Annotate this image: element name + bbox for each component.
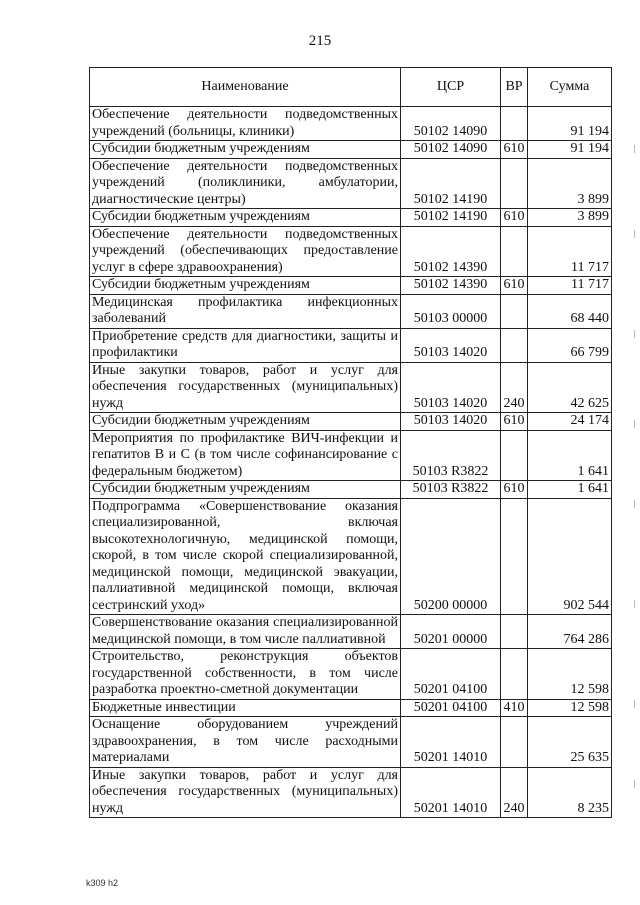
row-csr-cell: 50201 14010 xyxy=(401,767,501,818)
row-sum-cell: 3 899 xyxy=(528,158,612,209)
table-row xyxy=(90,107,612,141)
row-vr-cell xyxy=(501,294,528,328)
row-sum-cell: 1 641 xyxy=(528,430,612,481)
row-sum-cell: 25 635 xyxy=(528,717,612,768)
row-sum-cell: 1 641 xyxy=(528,481,612,499)
row-name-cell: Медицинская профилактика инфекционных заболеваний xyxy=(90,294,401,328)
header-name: Наименование xyxy=(90,68,401,107)
table-row xyxy=(90,294,612,328)
row-sum-cell: 12 598 xyxy=(528,649,612,700)
row-vr-cell xyxy=(501,498,528,615)
page-number: 215 xyxy=(308,33,332,49)
table-row xyxy=(90,430,612,481)
scan-edge-mark xyxy=(634,230,638,238)
row-vr-cell xyxy=(501,158,528,209)
row-sum-cell: 91 194 xyxy=(528,107,612,141)
table-row xyxy=(90,615,612,649)
header-vr: ВР xyxy=(501,68,528,107)
table-row xyxy=(90,498,612,615)
row-name-cell: Оснащение оборудованием учреждений здравоохранения, в том числе расходными материалами xyxy=(90,717,401,768)
budget-table xyxy=(89,67,612,818)
row-sum-cell: 764 286 xyxy=(528,615,612,649)
scan-edge-mark xyxy=(634,600,638,608)
table-row xyxy=(90,277,612,295)
row-name-cell: Строительство, реконструкция объектов государственной собственности, в том числе разработка проектно-сметной документации xyxy=(90,649,401,700)
scan-edge-mark xyxy=(634,700,638,708)
row-name-cell: Обеспечение деятельности подведомственных учреждений (обеспечивающих предоставление услуг в сфере здравоохранения) xyxy=(90,226,401,277)
row-name-cell: Обеспечение деятельности подведомственных учреждений (поликлиники, амбулатории, диагностические центры) xyxy=(90,158,401,209)
table-row xyxy=(90,141,612,159)
row-csr-cell: 50102 14190 xyxy=(401,158,501,209)
table-row xyxy=(90,226,612,277)
row-vr-cell xyxy=(501,615,528,649)
row-sum-cell: 24 174 xyxy=(528,413,612,431)
row-vr-cell: 610 xyxy=(501,413,528,431)
table-row xyxy=(90,328,612,362)
row-csr-cell: 50102 14390 xyxy=(401,277,501,295)
row-name-cell: Приобретение средств для диагностики, защиты и профилактики xyxy=(90,328,401,362)
row-name-cell: Иные закупки товаров, работ и услуг для обеспечения государственных (муниципальных) нужд xyxy=(90,362,401,413)
row-vr-cell xyxy=(501,226,528,277)
row-name-cell: Субсидии бюджетным учреждениям xyxy=(90,277,401,295)
row-sum-cell: 42 625 xyxy=(528,362,612,413)
scan-edge-mark xyxy=(634,145,638,153)
row-csr-cell: 50201 00000 xyxy=(401,615,501,649)
row-vr-cell xyxy=(501,107,528,141)
table-row xyxy=(90,649,612,700)
row-sum-cell: 902 544 xyxy=(528,498,612,615)
scan-edge-mark xyxy=(634,780,638,788)
row-sum-cell: 68 440 xyxy=(528,294,612,328)
row-csr-cell: 50200 00000 xyxy=(401,498,501,615)
scan-edge-mark xyxy=(634,420,638,428)
row-sum-cell: 66 799 xyxy=(528,328,612,362)
table-row xyxy=(90,767,612,818)
row-name-cell: Субсидии бюджетным учреждениям xyxy=(90,413,401,431)
row-vr-cell xyxy=(501,328,528,362)
row-name-cell: Иные закупки товаров, работ и услуг для обеспечения государственных (муниципальных) нужд xyxy=(90,767,401,818)
row-name-cell: Бюджетные инвестиции xyxy=(90,699,401,717)
row-csr-cell: 50102 14090 xyxy=(401,141,501,159)
row-name-cell: Совершенствование оказания специализированной медицинской помощи, в том числе паллиативной xyxy=(90,615,401,649)
row-vr-cell xyxy=(501,717,528,768)
row-name-cell: Субсидии бюджетным учреждениям xyxy=(90,481,401,499)
row-name-cell: Субсидии бюджетным учреждениям xyxy=(90,209,401,227)
row-vr-cell: 610 xyxy=(501,481,528,499)
row-name-cell: Мероприятия по профилактике ВИЧ-инфекции и гепатитов В и С (в том числе софинансирование с федеральным бюджетом) xyxy=(90,430,401,481)
table-row xyxy=(90,209,612,227)
row-csr-cell: 50103 14020 xyxy=(401,362,501,413)
row-vr-cell: 410 xyxy=(501,699,528,717)
table-row xyxy=(90,699,612,717)
header-sum: Сумма xyxy=(528,68,612,107)
table-row xyxy=(90,413,612,431)
row-sum-cell: 8 235 xyxy=(528,767,612,818)
scan-edge-mark xyxy=(634,330,638,338)
row-vr-cell: 240 xyxy=(501,767,528,818)
row-csr-cell: 50201 04100 xyxy=(401,699,501,717)
row-name-cell: Обеспечение деятельности подведомственных учреждений (больницы, клиники) xyxy=(90,107,401,141)
row-name-cell: Субсидии бюджетным учреждениям xyxy=(90,141,401,159)
table-row xyxy=(90,158,612,209)
row-csr-cell: 50201 04100 xyxy=(401,649,501,700)
row-csr-cell: 50103 14020 xyxy=(401,413,501,431)
table-header-row xyxy=(90,68,612,107)
row-vr-cell: 610 xyxy=(501,141,528,159)
row-csr-cell: 50102 14090 xyxy=(401,107,501,141)
row-sum-cell: 11 717 xyxy=(528,226,612,277)
row-vr-cell: 240 xyxy=(501,362,528,413)
row-vr-cell xyxy=(501,430,528,481)
table-row xyxy=(90,481,612,499)
row-vr-cell: 610 xyxy=(501,209,528,227)
table-row xyxy=(90,362,612,413)
row-sum-cell: 3 899 xyxy=(528,209,612,227)
row-csr-cell: 50103 R3822 xyxy=(401,481,501,499)
row-csr-cell: 50103 R3822 xyxy=(401,430,501,481)
header-csr: ЦСР xyxy=(401,68,501,107)
row-name-cell: Подпрограмма «Совершенствование оказания специализированной, включая высокотехнологичную, медицинской помощи, скорой, в том числе скорой специализированной, медицинской помощи, медицинской эвакуации, паллиативной медицинской помощи, включая сестринский уход» xyxy=(90,498,401,615)
row-sum-cell: 11 717 xyxy=(528,277,612,295)
row-csr-cell: 50102 14190 xyxy=(401,209,501,227)
row-csr-cell: 50103 00000 xyxy=(401,294,501,328)
row-csr-cell: 50103 14020 xyxy=(401,328,501,362)
row-sum-cell: 12 598 xyxy=(528,699,612,717)
row-vr-cell: 610 xyxy=(501,277,528,295)
row-sum-cell: 91 194 xyxy=(528,141,612,159)
row-vr-cell xyxy=(501,649,528,700)
scan-edge-mark xyxy=(634,500,638,508)
row-csr-cell: 50102 14390 xyxy=(401,226,501,277)
table-row xyxy=(90,717,612,768)
row-csr-cell: 50201 14010 xyxy=(401,717,501,768)
footer-code: k309 h2 xyxy=(86,878,119,888)
